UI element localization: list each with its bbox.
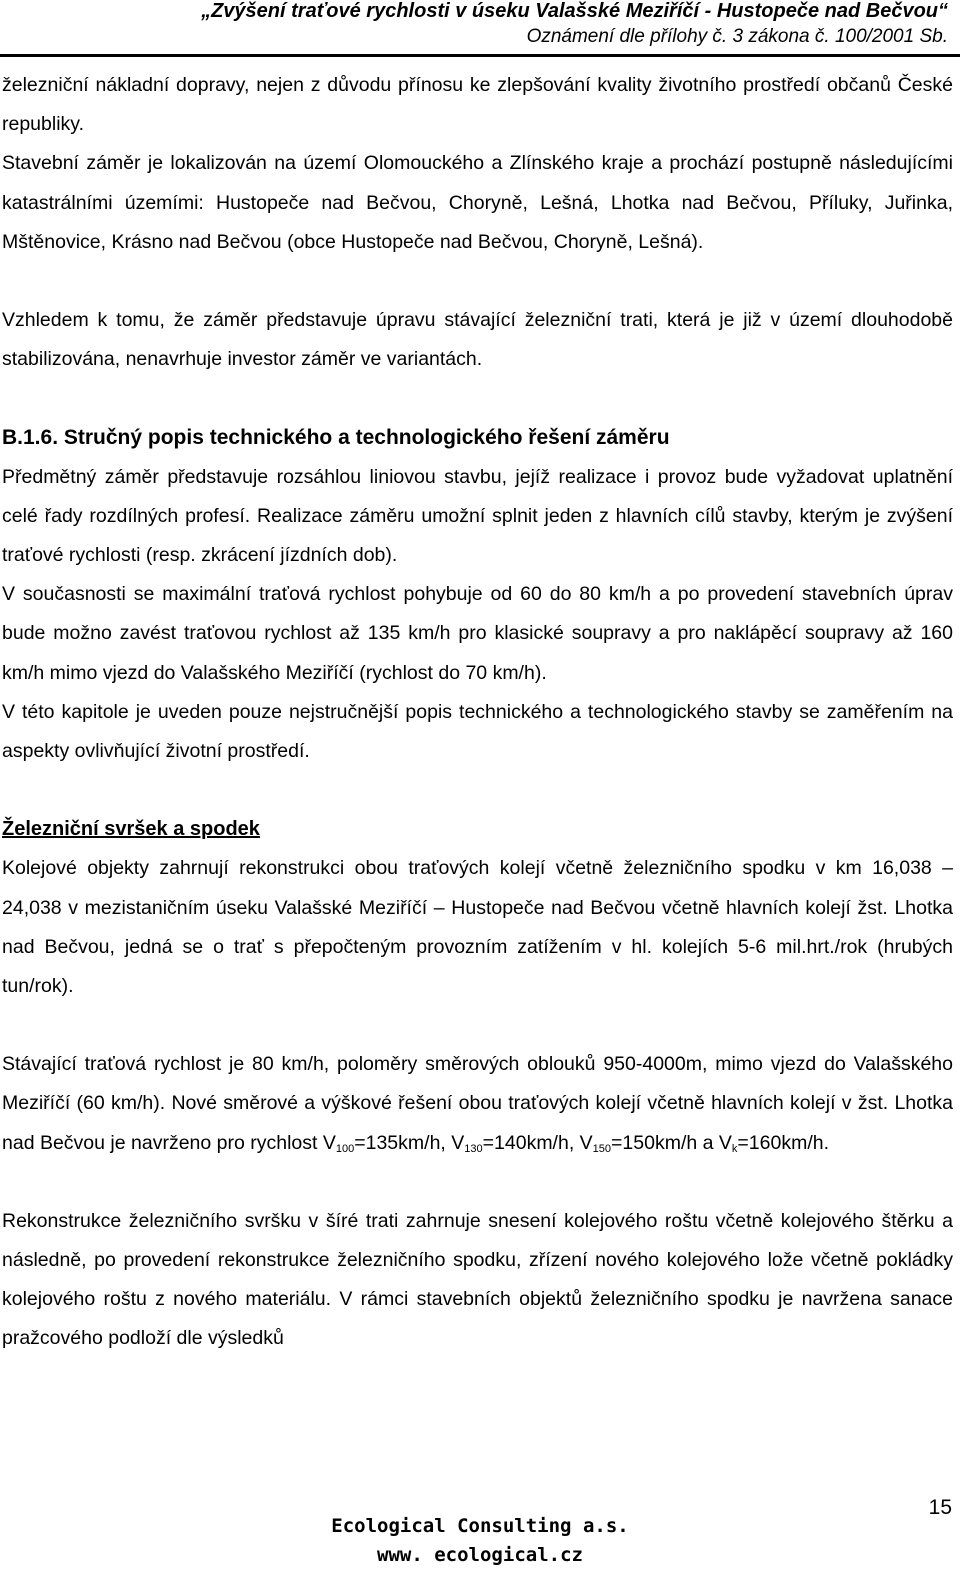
document-body (2, 66, 953, 1359)
paragraph-superstructure: Rekonstrukce železničního svršku v šíré trati zahrnuje snesení kolejového roštu včetně kolejového štěrku a následně, po provedení rekonstrukce železničního spodku, zřízení nového kolejového lože včetně pokládky kolejového roštu z nového materiálu. V rámci stavebních objektů železničního spodku je navržena sanace pražcového podloží dle výsledků (2, 1209, 953, 1350)
paragraph-speed: V současnosti se maximální traťová rychlost pohybuje od 60 do 80 km/h a po provedení stavebních úprav bude možno zavést traťovou rychlost až 135 km/h pro klasické soupravy a pro naklápěcí soupravy až 160 km/h mimo vjezd do Valašského Meziříčí (rychlost do 70 km/h). (2, 583, 953, 684)
design-speed-text: Stávající traťová rychlost je 80 km/h, poloměry směrových oblouků 950-4000m, mimo vjezd do Valašského Meziříčí (60 km/h). Nové směrové a výškové řešení obou traťových kolejí včetně hlavních kolejí v žst. Lhotka nad Bečvou je navrženo pro rychlost (2, 1053, 953, 1154)
footer-company: Ecological Consulting a.s. (331, 1515, 629, 1537)
paragraph-location: Stavební záměr je lokalizován na území Olomouckého a Zlínského kraje a prochází postupně následujícími katastrálními územími: Hustopeče nad Bečvou, Choryně, Lešná, Lhotka nad Bečvou, Příluky, Juřinka, Mštěnovice, Krásno nad Bečvou (obce Hustopeče nad Bečvou, Choryně, Lešná). (2, 152, 953, 253)
paragraph-chapter-scope: V této kapitole je uveden pouze nejstručnější popis technického a technologického stavby se zaměřením na aspekty ovlivňující životní prostředí. (2, 700, 953, 763)
paragraph-track-objects: Kolejové objekty zahrnují rekonstrukci obou traťových kolejí včetně železničního spodku v km 16,038 – 24,038 v mezistaničním úseku Valašské Meziříčí – Hustopeče nad Bečvou včetně hlavních kolejí žst. Lhotka nad Bečvou, jedná se o trať s přepočteným provozním zatížením v hl. kolejích 5-6 mil.hrt./rok (hrubých tun/rok). (2, 857, 953, 998)
footer-website: www. ecological.cz (377, 1544, 583, 1566)
paragraph-intro-continuation: železniční nákladní dopravy, nejen z důvodu přínosu ke zlepšování kvality životního prostředí občanů České republiky. (2, 74, 953, 136)
speed-v150: $V_{150}=150km/h$ a (579, 1131, 719, 1155)
subsection-heading: Železniční svršek a spodek (2, 818, 260, 841)
section-heading: B.1.6. Stručný popis technického a technologického řešení záměru (2, 426, 670, 450)
speed-vk: $V_k=160km/h$. (718, 1131, 830, 1155)
header-rule (0, 54, 960, 57)
header-subtitle: Oznámení dle přílohy č. 3 zákona č. 100/2001 Sb. (526, 26, 948, 47)
paragraph-variants: Vzhledem k tomu, že záměr představuje úpravu stávající železniční trati, která je již v území dlouhodobě stabilizována, nenavrhuje investor záměr ve variantách. (2, 309, 953, 371)
paragraph-project-description: Předmětný záměr představuje rozsáhlou liniovou stavbu, jejíž realizace i provoz bude vyžadovat uplatnění celé řady rozdílných profesí. Realizace záměru umožní splnit jeden z hlavních cílů stavby, kterým je zvýšení traťové rychlosti (resp. zkrácení jízdních dob). (2, 465, 953, 567)
header-title: „Zvýšení traťové rychlosti v úseku Valašské Meziříčí - Hustopeče nad Bečvou“ (201, 0, 948, 22)
page-number: 15 (928, 1496, 952, 1519)
paragraph-design-speed (2, 1045, 953, 1163)
speed-v100: $V_{100}=135km/h$, (322, 1131, 446, 1155)
speed-v130: $V_{130}=140km/h$, (451, 1131, 580, 1155)
